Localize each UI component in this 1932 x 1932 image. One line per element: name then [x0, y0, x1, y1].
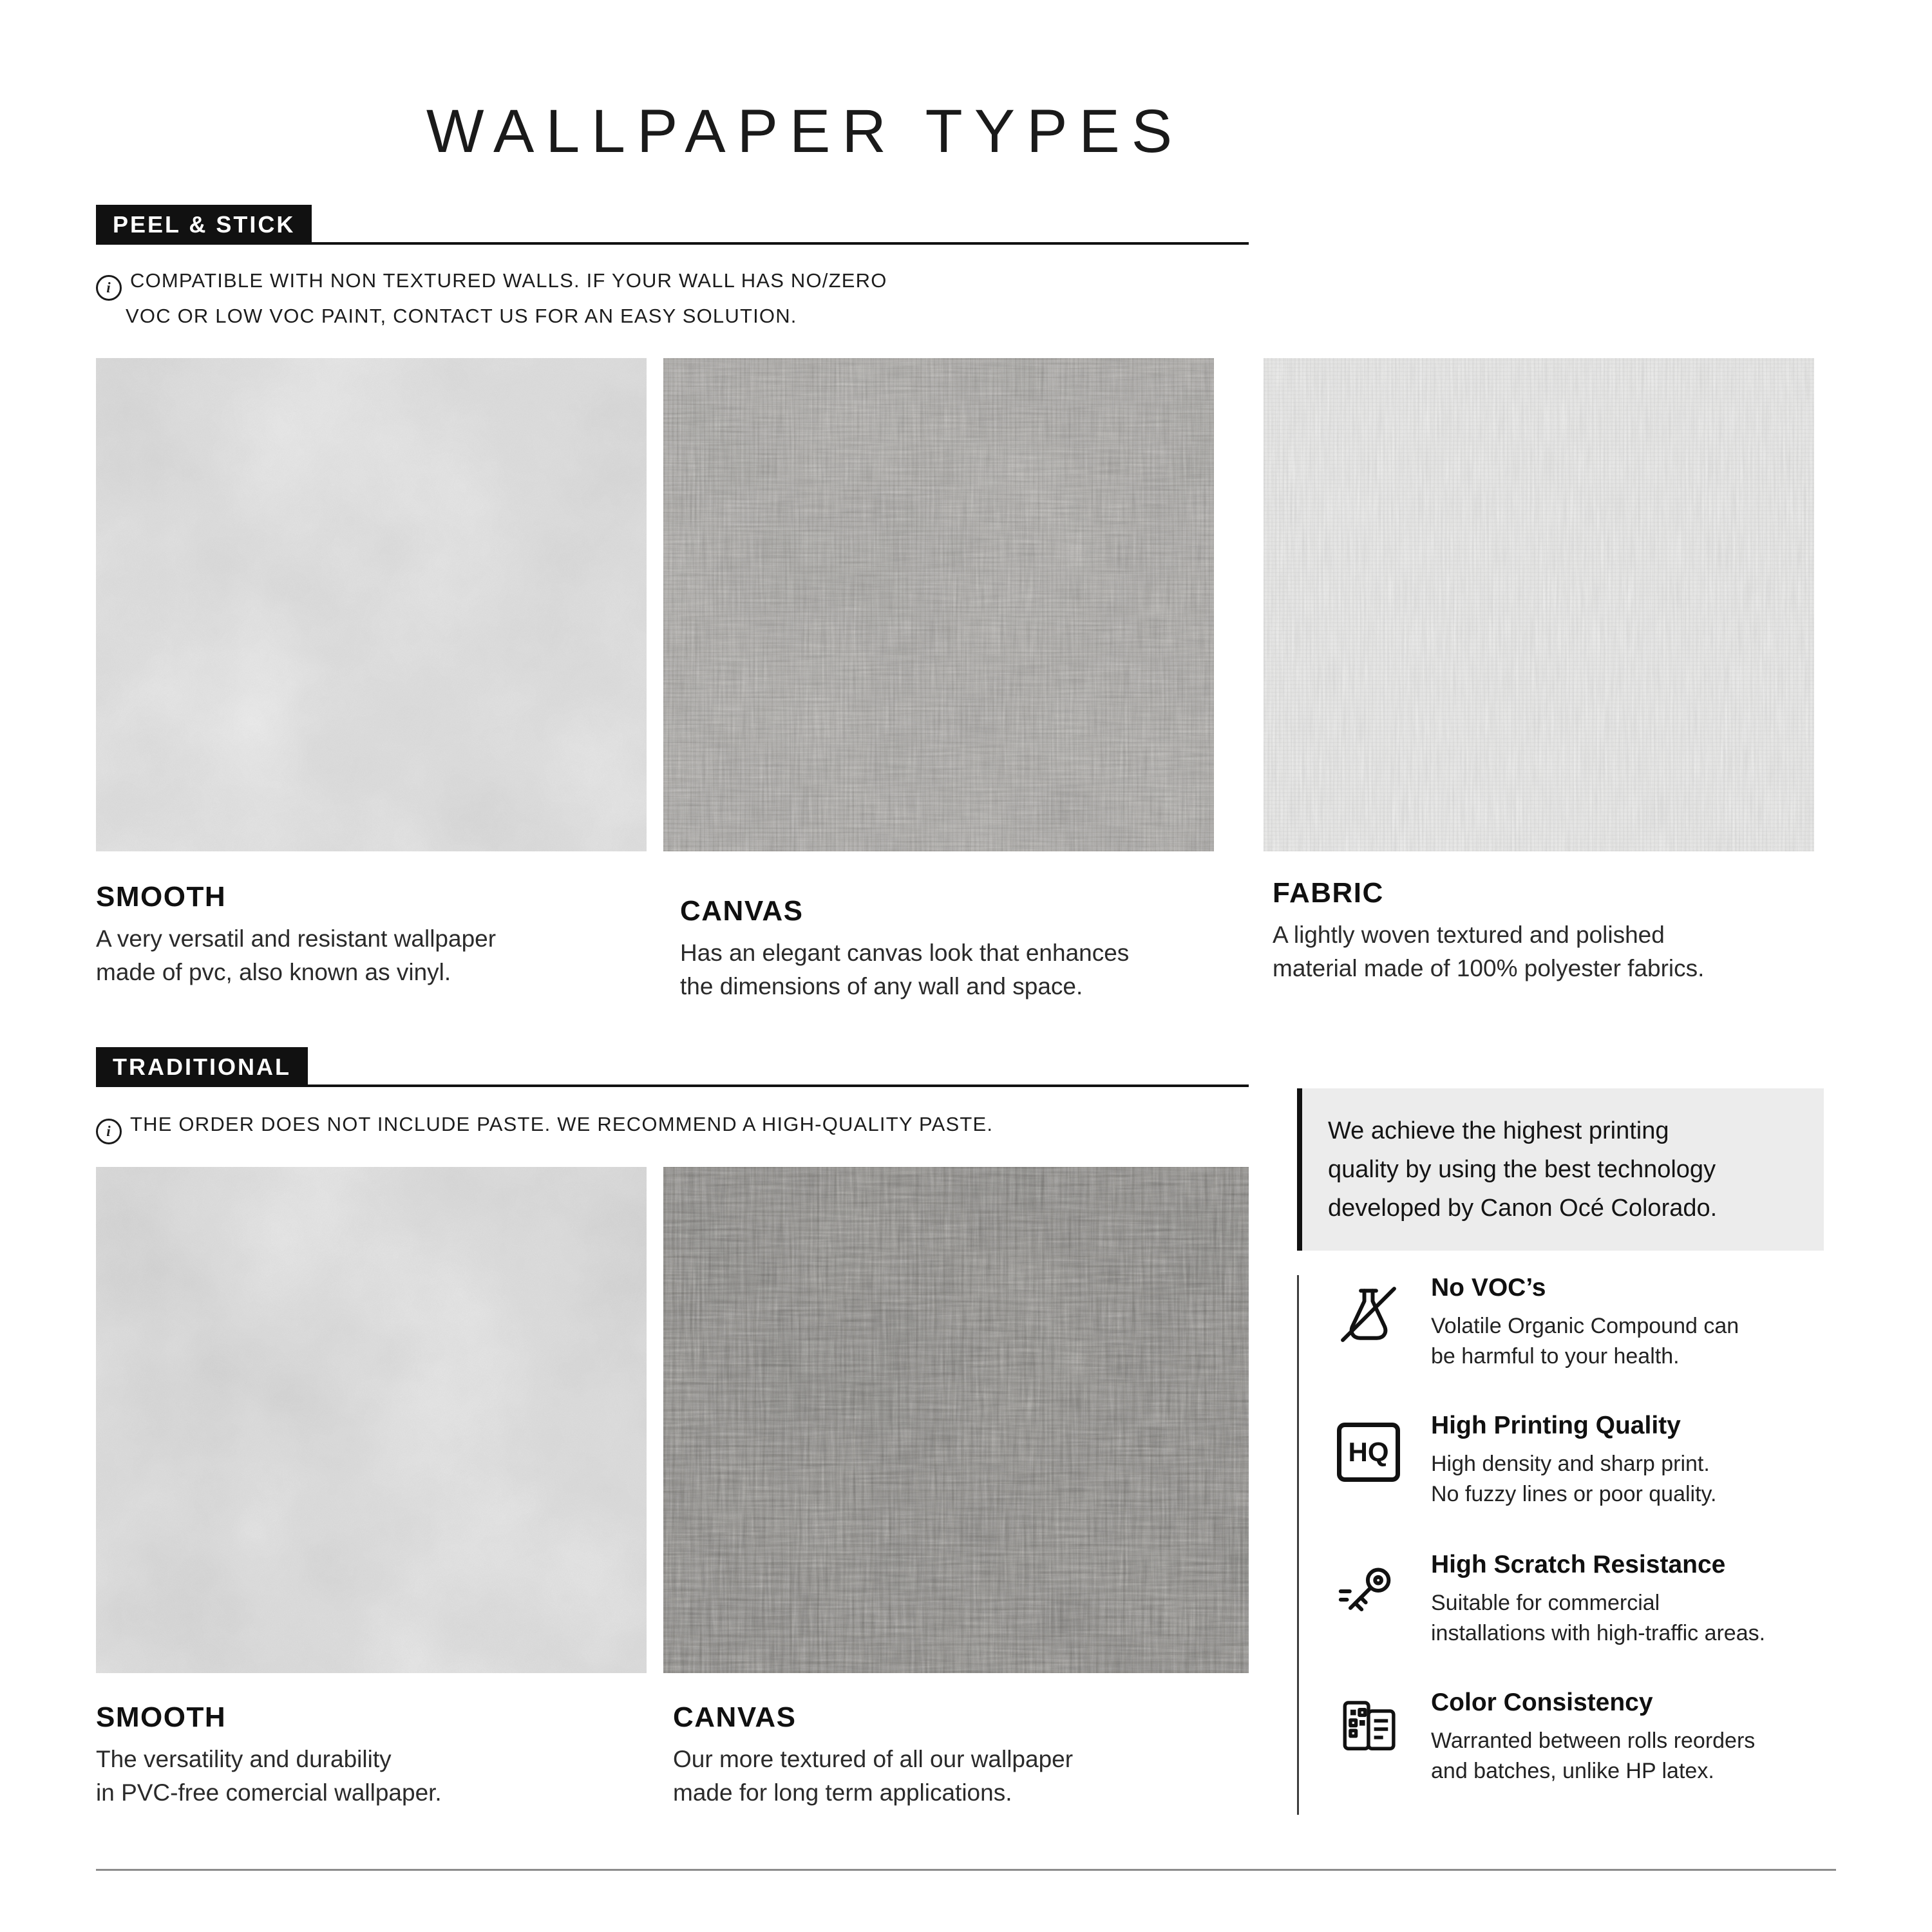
section-label-traditional: TRADITIONAL [96, 1047, 308, 1087]
scratch-key-icon [1331, 1553, 1406, 1629]
feature-high-printing-quality [1331, 1412, 1846, 1510]
desc-line: the dimensions of any wall and space. [680, 973, 1083, 999]
swatch-image-canvas-traditional [663, 1167, 1249, 1673]
swatch-name-canvas-ps: CANVAS [680, 895, 804, 927]
peel-stick-note [96, 265, 887, 332]
swatch-name-smooth-trad: SMOOTH [96, 1701, 227, 1733]
feature-desc [1431, 1449, 1846, 1510]
info-icon: i [96, 1119, 122, 1144]
feature-desc-line: installations with high-traffic areas. [1431, 1621, 1766, 1645]
desc-line: A very versatil and resistant wallpaper [96, 925, 497, 952]
color-swatches-icon [1331, 1691, 1406, 1767]
texture-render [96, 358, 647, 851]
info-icon: i [96, 275, 122, 301]
section-label-peel-stick: PEEL & STICK [96, 205, 312, 245]
feature-desc [1431, 1726, 1846, 1786]
note-line [96, 1109, 993, 1144]
feature-desc-line: and batches, unlike HP latex. [1431, 1759, 1714, 1783]
swatch-desc-canvas-ps [680, 936, 1129, 1003]
feature-title: High Scratch Resistance [1431, 1551, 1726, 1578]
hq-icon-label: HQ [1337, 1423, 1400, 1482]
no-voc-icon [1331, 1276, 1406, 1352]
feature-title: High Printing Quality [1431, 1412, 1681, 1439]
feature-title: No VOC’s [1431, 1274, 1546, 1302]
desc-line: Has an elegant canvas look that enhances [680, 940, 1130, 966]
desc-line: made of pvc, also known as vinyl. [96, 959, 451, 985]
feature-no-voc [1331, 1274, 1846, 1372]
desc-line: in PVC-free comercial wallpaper. [96, 1779, 442, 1806]
texture-render [1264, 358, 1814, 851]
texture-render [96, 1167, 647, 1673]
quality-line: quality by using the best technology [1328, 1156, 1716, 1183]
desc-line: made for long term applications. [673, 1779, 1012, 1806]
desc-line: material made of 100% polyester fabrics. [1273, 955, 1705, 981]
note-text: COMPATIBLE WITH NON TEXTURED WALLS. IF YOUR WALL HAS NO/ZERO [130, 269, 887, 292]
traditional-note [96, 1109, 993, 1144]
page-title: WALLPAPER TYPES [426, 97, 1184, 166]
swatch-name-canvas-trad: CANVAS [673, 1701, 797, 1733]
swatch-image-smooth-traditional [96, 1167, 647, 1673]
swatch-name-smooth-ps: SMOOTH [96, 881, 227, 913]
swatch-image-smooth-peel-stick [96, 358, 647, 851]
hq-icon [1331, 1414, 1406, 1490]
swatch-desc-fabric-ps [1273, 918, 1704, 985]
quality-line: We achieve the highest printing [1328, 1117, 1669, 1144]
desc-line: A lightly woven textured and polished [1273, 922, 1665, 948]
feature-desc-line: Warranted between rolls reorders [1431, 1728, 1756, 1753]
feature-desc [1431, 1588, 1846, 1649]
feature-desc-line: Suitable for commercial [1431, 1591, 1660, 1615]
note-text: VOC OR LOW VOC PAINT, CONTACT US FOR AN EASY SOLUTION. [126, 305, 797, 327]
feature-desc-line: be harmful to your health. [1431, 1344, 1680, 1368]
feature-color-consistency [1331, 1689, 1846, 1786]
note-line [96, 265, 887, 301]
swatch-image-canvas-peel-stick [663, 358, 1214, 851]
feature-desc [1431, 1311, 1846, 1372]
swatch-desc-smooth-trad [96, 1743, 442, 1810]
swatch-desc-smooth-ps [96, 922, 496, 989]
desc-line: Our more textured of all our wallpaper [673, 1746, 1074, 1772]
swatch-desc-canvas-trad [673, 1743, 1073, 1810]
note-line [96, 301, 887, 332]
desc-line: The versatility and durability [96, 1746, 392, 1772]
features-divider-line [1297, 1275, 1299, 1815]
swatch-name-fabric-ps: FABRIC [1273, 877, 1384, 909]
quality-line: developed by Canon Océ Colorado. [1328, 1195, 1718, 1222]
note-text: THE ORDER DOES NOT INCLUDE PASTE. WE RECOMMEND A HIGH-QUALITY PASTE. [130, 1113, 994, 1135]
feature-desc-line: High density and sharp print. [1431, 1452, 1710, 1476]
feature-desc-line: No fuzzy lines or poor quality. [1431, 1482, 1717, 1506]
swatch-image-fabric-peel-stick [1264, 358, 1814, 851]
feature-desc-line: Volatile Organic Compound can [1431, 1314, 1739, 1338]
feature-high-scratch-resistance [1331, 1551, 1846, 1649]
bottom-rule [96, 1869, 1836, 1871]
feature-title: Color Consistency [1431, 1689, 1653, 1716]
texture-render [663, 1167, 1249, 1673]
quality-highlight-box [1297, 1088, 1824, 1251]
texture-render [663, 358, 1214, 851]
